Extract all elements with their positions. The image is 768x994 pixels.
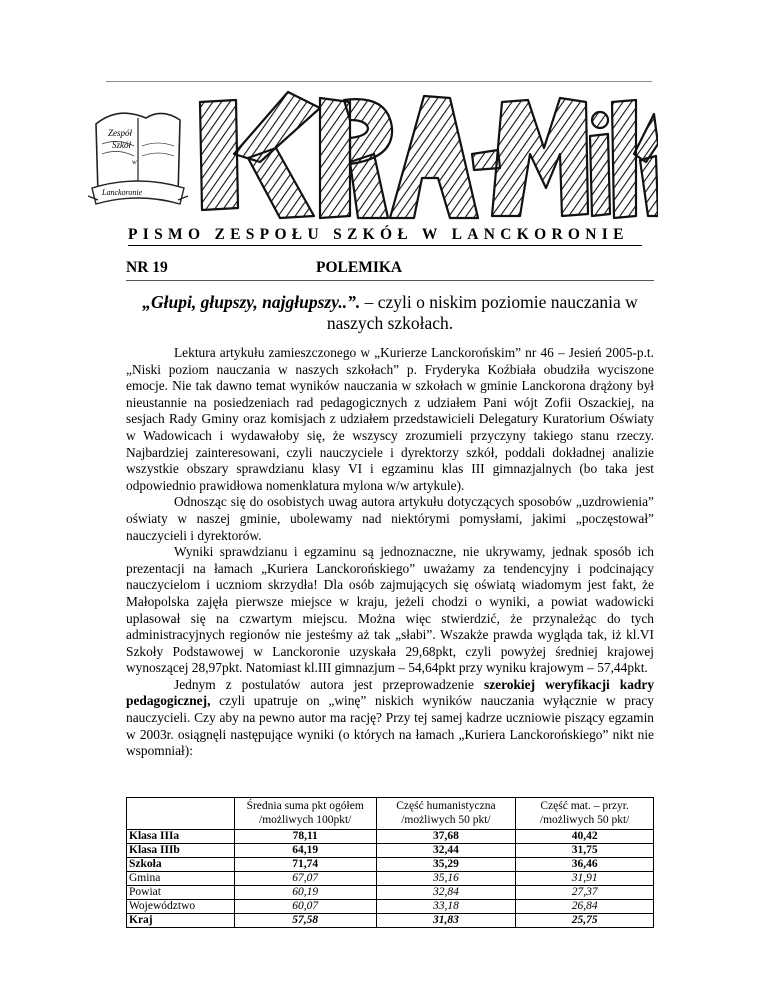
table-header-row — [127, 798, 654, 830]
cell-total: 78,11 — [234, 830, 376, 844]
table-row — [127, 914, 654, 928]
table-header-math-science: Część mat. – przyr. /możliwych 50 pkt/ — [516, 798, 654, 830]
paragraph-4-bold: szerokiej weryfikacji kadry pedagogicznej, — [126, 676, 655, 709]
cell-total: 67,07 — [234, 872, 376, 886]
results-table — [126, 797, 654, 928]
issue-number: NR 19 — [126, 259, 168, 276]
paragraph-4-start: Jednym z postulatów autora jest przeprowadzenie — [174, 676, 484, 692]
paragraph-1: Lektura artykułu zamieszczonego w „Kurierze Lanckorońskim” nr 46 – Jesień 2005-p.t. „Niski poziom nauczania w naszych szkołach” p. Fryderyka Koźbiała obudziła wyciszone emocje. Nie tak dawno temat wyników nauczania w szkołach w gminie Lanckorona drążony był nieustannie na posiedzeniach rad pedagogicznych z udziałem Pani wójt Zofii Oszackiej, na sesjach Rady Gminy oraz komisjach z udziałem przedstawicieli Delegatury Kuratorium Oświaty w Wadowicach i wydawałoby się, że wszyscy zrozumieli przyczyny takiego stanu rzeczy. Najbardziej zainteresowani, czyli nauczyciele i dyrektorzy szkół, poddali dokładnej analizie wszystkie obszary sprawdzianu klasy VI i egzaminu klas III gimnazjalnych (bo taka jest odpowiednio prawidłowa nomenklatura mylona w/w artykule). — [126, 345, 654, 493]
table-row — [127, 830, 654, 844]
row-label: Kraj — [127, 914, 235, 928]
cell-math: 36,46 — [516, 858, 654, 872]
cell-math: 25,75 — [516, 914, 654, 928]
subtitle-underline — [128, 245, 642, 246]
table-header-total: Średnia suma pkt ogółem /możliwych 100pkt/ — [234, 798, 376, 830]
table-row — [127, 886, 654, 900]
cell-math: 27,37 — [516, 886, 654, 900]
paragraph-4 — [126, 677, 654, 760]
row-label: Gmina — [127, 872, 235, 886]
article-title-rest: – czyli o niskim poziomie nauczania w naszych szkołach. — [326, 292, 638, 333]
cell-humanities: 37,68 — [376, 830, 516, 844]
article-body — [126, 345, 654, 760]
cell-humanities: 31,83 — [376, 914, 516, 928]
cell-total: 64,19 — [234, 844, 376, 858]
publication-subtitle: PISMO ZESPOŁU SZKÓŁ W LANCKORONIE — [128, 226, 629, 243]
table-row — [127, 900, 654, 914]
masthead-logo — [88, 84, 658, 224]
paragraph-4-end: czyli upatruje on „winę” niskich wyników nauczania wyłącznie w pracy nauczycieli. Czy aby na pewno autor ma rację? Przy tej samej kadrze uczniowie piszący egzamin w 2003r. osiągnęli następujące wyniki (o których na łamach „Kuriera Lanckorońskiego” nikt nie wspomniał): — [126, 693, 654, 759]
svg-text:Zespół: Zespół — [108, 128, 133, 138]
top-rule — [106, 81, 652, 82]
cell-math: 40,42 — [516, 830, 654, 844]
table-header-humanities: Część humanistyczna /możliwych 50 pkt/ — [376, 798, 516, 830]
cell-humanities: 33,18 — [376, 900, 516, 914]
row-label: Szkoła — [127, 858, 235, 872]
section-label: POLEMIKA — [316, 259, 403, 276]
cell-humanities: 35,29 — [376, 858, 516, 872]
cell-total: 60,07 — [234, 900, 376, 914]
cell-math: 26,84 — [516, 900, 654, 914]
row-label: Klasa IIIb — [127, 844, 235, 858]
table-row — [127, 872, 654, 886]
cell-total: 60,19 — [234, 886, 376, 900]
article-title — [126, 292, 654, 334]
row-label: Klasa IIIa — [127, 830, 235, 844]
cell-humanities: 32,84 — [376, 886, 516, 900]
svg-text:w: w — [132, 158, 137, 166]
article-title-quote: „Głupi, głupszy, najgłupszy..”. — [142, 292, 361, 312]
svg-text:Lanckoronie: Lanckoronie — [102, 188, 143, 197]
paragraph-3: Wyniki sprawdzianu i egzaminu są jednoznaczne, nie ukrywamy, jednak sposób ich prezentacji na łamach „Kuriera Lanckorońskiego” uważamy za tendencyjny i podcinający nauczycielom i uczniom skrzydła! Dla osób zajmujących się oświatą wiadomym jest fakt, że Małopolska zajęła pierwsze miejsce w kraju, jeżeli chodzi o wyniki, a powiat wadowicki uplasował się na czwartym miejscu. Można więc stwierdzić, że przynależąc do tych administracyjnych regionów nie jesteśmy aż tak „słabi”. Wszakże prawda wygląda tak, iż kl.VI Szkoły Podstawowej w Lanckoronie uzyskała 29,68pkt, czyli powyżej średniej krajowej wynoszącej 28,97pkt. Natomiast kl.III gimnazjum – 54,64pkt przy wyniku krajowym – 57,44pkt. — [126, 544, 654, 676]
cell-total: 57,58 — [234, 914, 376, 928]
cell-humanities: 32,44 — [376, 844, 516, 858]
cell-total: 71,74 — [234, 858, 376, 872]
table-row — [127, 858, 654, 872]
row-label: Województwo — [127, 900, 235, 914]
header-rule — [126, 280, 654, 281]
row-label: Powiat — [127, 886, 235, 900]
table-header-blank — [127, 798, 235, 830]
table-row — [127, 844, 654, 858]
paragraph-2: Odnosząc się do osobistych uwag autora artykułu dotyczących sposobów „uzdrowienia” oświaty w naszej gminie, ubolewamy nad niektórymi pomysłami, jakimi „poczęstował” nauczycieli i dyrektorów. — [126, 494, 654, 543]
cell-math: 31,75 — [516, 844, 654, 858]
svg-text:Szkół: Szkół — [112, 140, 131, 150]
cell-math: 31,91 — [516, 872, 654, 886]
cell-humanities: 35,16 — [376, 872, 516, 886]
school-emblem-icon — [88, 113, 188, 204]
